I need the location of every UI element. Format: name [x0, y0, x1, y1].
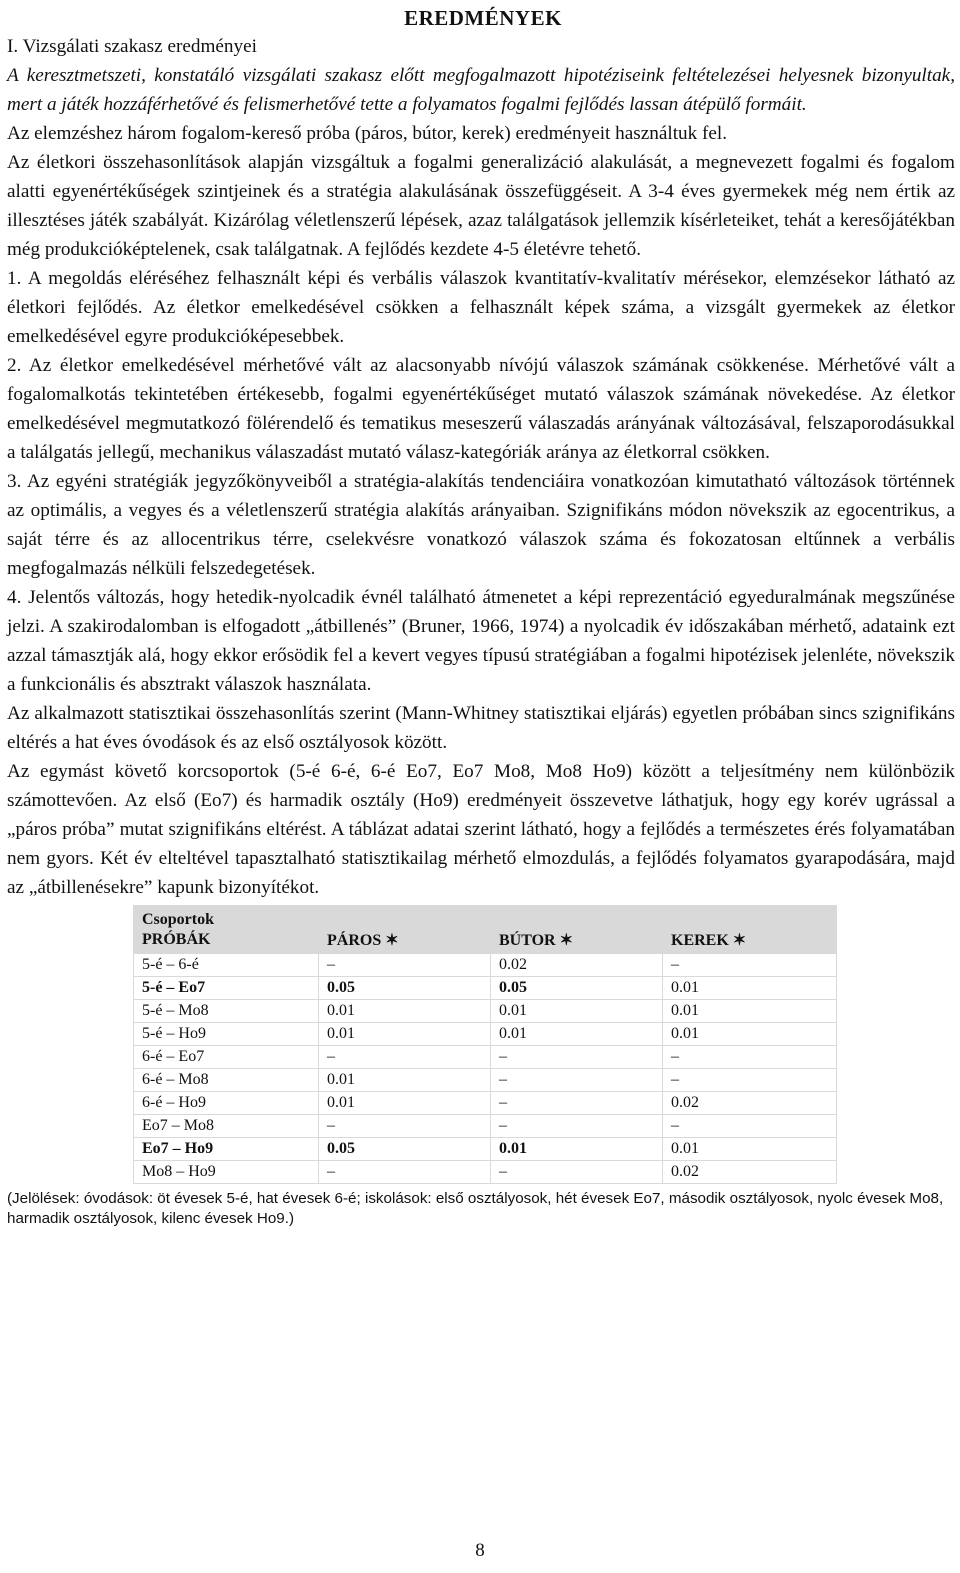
- cell-group: 5-é – 6-é: [134, 954, 319, 977]
- header-tests: PRÓBÁK: [142, 931, 211, 948]
- cell-paros: 0.05: [319, 1138, 491, 1161]
- groups-paragraph: Az egymást követő korcsoportok (5-é 6-é, 6-é Eo7, Eo7 Mo8, Mo8 Ho9) között a teljesítmény nem különbözik számottevően. Az első (Eo7) és harmadik osztály (Ho9) eredményeit összevetve láthatjuk, hogy egy korév ugrással a „páros próba” mutat szignifikáns eltérést. A táblázat adatai szerint látható, hogy a fejlődés a természetes érés folyamatában nem gyors. Két év elteltével tapasztalható statisztikailag mérhető elmozdulás, a fejlődés folyamatos gyarapodására, majd az „átbillenésekre” kapunk bizonyítékot.: [7, 761, 955, 898]
- cell-butor: –: [491, 1115, 663, 1138]
- table-row: [134, 954, 837, 977]
- table-header-row: [134, 906, 837, 954]
- finding-3-paragraph: 3. Az egyéni stratégiák jegyzőkönyveiből a stratégia-alakítás tendenciáira vonatkozóan kimutatható változások történnek az optimális, a vegyes és a véletlenszerű stratégia alakítás arányaiban. Szignifikáns módon növekszik az egocentrikus, a saját térre és az allocentrikus térre, cselekvésre vonatkozó válaszok száma és fokozatosan eltűnnek a verbális megfogalmazás nélküli felszedegetések.: [7, 471, 955, 579]
- cell-paros: –: [319, 954, 491, 977]
- cell-group: Mo8 – Ho9: [134, 1161, 319, 1184]
- cell-group: 5-é – Ho9: [134, 1023, 319, 1046]
- cell-group: 6-é – Ho9: [134, 1092, 319, 1115]
- results-table: [133, 905, 837, 1184]
- cell-paros: 0.01: [319, 1000, 491, 1023]
- cell-group: 5-é – Eo7: [134, 977, 319, 1000]
- cell-group: Eo7 – Ho9: [134, 1138, 319, 1161]
- cell-kerek: –: [663, 1069, 837, 1092]
- cell-butor: 0.01: [491, 1138, 663, 1161]
- table-row: [134, 1023, 837, 1046]
- table-note: (Jelölések: óvodások: öt évesek 5-é, hat évesek 6-é; iskolások: első osztályosok, hét évesek Eo7, második osztályosok, nyolc évesek Mo8, harmadik osztályosok, kilenc évesek Ho9.): [7, 1190, 944, 1227]
- document-page: [7, 0, 955, 1229]
- page-title: EREDMÉNYEK: [404, 6, 562, 30]
- cell-butor: 0.01: [491, 1000, 663, 1023]
- intro-text: A keresztmetszeti, konstatáló vizsgálati szakasz előtt megfogalmazott hipotéziseink feltételezései helyesnek bizonyultak, mert a játék hozzáférhetővé és felismerhetővé tette a folyamatos fogalmi fejlődés lassan átépülő formáit.: [7, 65, 955, 115]
- cell-paros: –: [319, 1115, 491, 1138]
- cell-butor: –: [491, 1161, 663, 1184]
- section-heading: I. Vizsgálati szakasz eredményei: [7, 36, 257, 57]
- cell-kerek: 0.02: [663, 1092, 837, 1115]
- table-row: [134, 1046, 837, 1069]
- table-row: [134, 1069, 837, 1092]
- header-groups: Csoportok: [142, 911, 215, 928]
- cell-kerek: 0.01: [663, 1023, 837, 1046]
- cell-kerek: –: [663, 954, 837, 977]
- cell-paros: 0.01: [319, 1023, 491, 1046]
- cell-kerek: –: [663, 1046, 837, 1069]
- cell-butor: –: [491, 1092, 663, 1115]
- cell-paros: 0.01: [319, 1069, 491, 1092]
- intro-paragraph: [7, 61, 955, 119]
- cell-group: 6-é – Eo7: [134, 1046, 319, 1069]
- cell-paros: –: [319, 1161, 491, 1184]
- cell-kerek: 0.01: [663, 1000, 837, 1023]
- cell-kerek: 0.01: [663, 977, 837, 1000]
- table-row: [134, 977, 837, 1000]
- table-row: [134, 1092, 837, 1115]
- table-row: [134, 1161, 837, 1184]
- cell-butor: 0.05: [491, 977, 663, 1000]
- finding-2-paragraph: 2. Az életkor emelkedésével mérhetővé vált az alacsonyabb nívójú válaszok számának csökkenése. Mérhetővé vált a fogalomalkotás tekintetében értékesebb, fogalmi egyenértékűséget mutató válaszok számának növekedése. Az életkor emelkedésével megmutatkozó fölérendelő és tematikus meseszerű válaszadás arányának változásával, felszaporodásukkal a találgatás jellegű, mechanikus válaszadást mutató válasz-kategóriák aránya az életkorral csökken.: [7, 355, 955, 463]
- cell-butor: –: [491, 1046, 663, 1069]
- cell-kerek: –: [663, 1115, 837, 1138]
- table-body: [134, 954, 837, 1184]
- cell-butor: 0.02: [491, 954, 663, 977]
- finding-4-paragraph: 4. Jelentős változás, hogy hetedik-nyolcadik évnél található átmenetet a képi reprezentáció egyeduralmának megszűnése jelzi. A szakirodalomban is elfogadott „átbillenés” (Bruner, 1966, 1974) a nyolcadik év időszakában mérhető, adataink ezt azzal támasztják alá, hogy ekkor erősödik fel a kevert vegyes típusú stratégiában a fogalmi hipotézisek jelenléte, növekszik a funkcionális és absztrakt válaszok használata.: [7, 587, 955, 695]
- cell-group: 6-é – Mo8: [134, 1069, 319, 1092]
- tasks-paragraph: Az elemzéshez három fogalom-kereső próba (páros, bútor, kerek) eredményeit használtuk fel.: [7, 123, 728, 144]
- header-paros: PÁROS ✶: [319, 906, 491, 954]
- page-number: 8: [475, 1540, 485, 1561]
- statistics-paragraph: Az alkalmazott statisztikai összehasonlítás szerint (Mann-Whitney statisztikai eljárás) egyetlen próbában sincs szignifikáns eltérés a hat éves óvodások és az első osztályosok között.: [7, 703, 955, 753]
- table-row: [134, 1138, 837, 1161]
- header-groups-tests: [134, 906, 319, 954]
- header-kerek: KEREK ✶: [663, 906, 837, 954]
- cell-kerek: 0.02: [663, 1161, 837, 1184]
- cell-paros: –: [319, 1046, 491, 1069]
- cell-paros: 0.05: [319, 977, 491, 1000]
- cell-butor: 0.01: [491, 1023, 663, 1046]
- age-paragraph: Az életkori összehasonlítások alapján vizsgáltuk a fogalmi generalizáció alakulását, a megnevezett fogalmi és fogalom alatti egyenértékűségek szintjeinek és a stratégia alakulásának összefüggéseit. A 3-4 éves gyermekek még nem értik az illesztéses játék szabályát. Kizárólag véletlenszerű lépések, azaz találgatások jellemzik kísérleteiket, tehát a keresőjátékban még produkcióképtelenek, csak találgatnak. A fejlődés kezdete 4-5 életévre tehető.: [7, 152, 955, 260]
- cell-group: Eo7 – Mo8: [134, 1115, 319, 1138]
- cell-kerek: 0.01: [663, 1138, 837, 1161]
- header-butor: BÚTOR ✶: [491, 906, 663, 954]
- cell-group: 5-é – Mo8: [134, 1000, 319, 1023]
- cell-butor: –: [491, 1069, 663, 1092]
- table-row: [134, 1000, 837, 1023]
- cell-paros: 0.01: [319, 1092, 491, 1115]
- finding-1-paragraph: 1. A megoldás eléréséhez felhasznált képi és verbális válaszok kvantitatív-kvalitatív mérésekor, elemzésekor látható az életkori fejlődés. Az életkor emelkedésével csökken a felhasznált képek száma, a vizsgált gyermekek az életkor emelkedésével egyre produkcióképesebbek.: [7, 268, 955, 347]
- table-row: [134, 1115, 837, 1138]
